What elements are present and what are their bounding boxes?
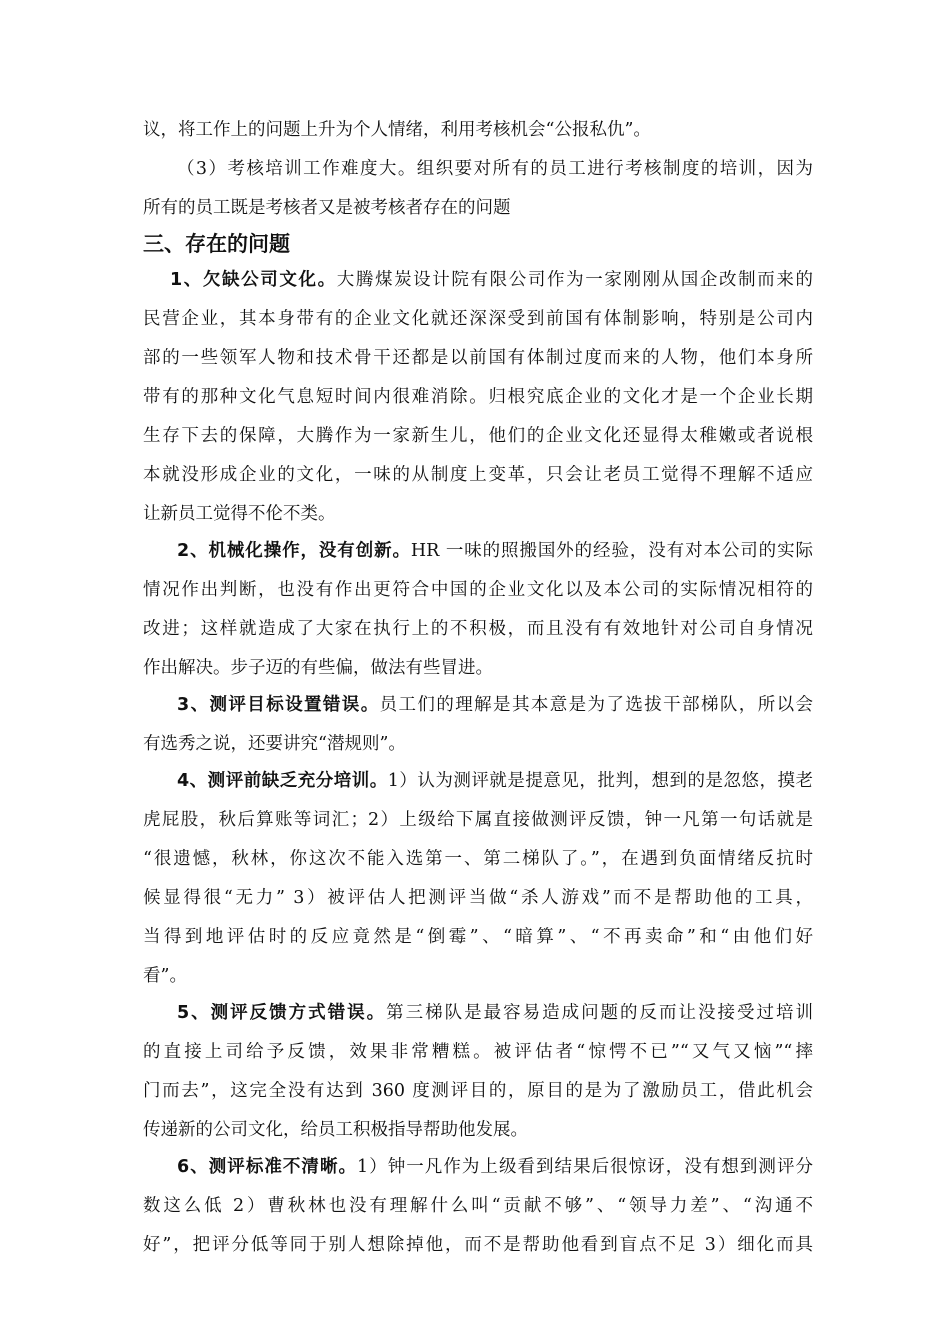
paragraph-first-line: [177, 769, 813, 793]
text-line: 所有的员工既是考核者又是被考核者存在的问题: [143, 198, 511, 218]
paragraph-text: 1）钟一凡作为上级看到结果后很惊讶，没有想到测评分: [357, 1157, 813, 1177]
text-line: 议，将工作上的问题上升为个人情绪，利用考核机会“公报私仇”。: [143, 120, 651, 140]
text-line: 带有的那种文化气息短时间内很难消除。归根究底企业的文化才是一个企业长期: [143, 387, 813, 407]
text-line: 虎屁股，秋后算账等词汇；2）上级给下属直接做测评反馈，钟一凡第一句话就是: [143, 810, 813, 830]
text-line: 让新员工觉得不伦不类。: [143, 504, 336, 524]
text-line: 门而去”，这完全没有达到 360 度测评目的，原目的是为了激励员工，借此机会: [143, 1081, 813, 1101]
text-line: 传递新的公司文化，给员工积极指导帮助他发展。: [143, 1120, 528, 1140]
text-line: 改进；这样就造成了大家在执行上的不积极，而且没有有效地针对公司自身情况: [143, 619, 813, 639]
text-line: “很遗憾，秋林，你这次不能入选第一、第二梯队了。”，在遇到负面情绪反抗时: [143, 849, 813, 869]
paragraph-text: HR 一味的照搬国外的经验，没有对本公司的实际: [410, 541, 813, 561]
text-line: 有选秀之说，还要讲究“潜规则”。: [143, 734, 406, 754]
paragraph-first-line: [177, 1155, 813, 1179]
text-line: 候显得很“无力” 3）被评估人把测评当做“杀人游戏”而不是帮助他的工具，: [143, 888, 813, 908]
paragraph-bold-lead: 3、测评目标设置错误。: [177, 695, 380, 715]
text-line: 当得到地评估时的反应竟然是“倒霉”、“暗算”、“不再卖命”和“由他们好: [143, 927, 813, 947]
paragraph-first-line: [170, 268, 813, 292]
text-line: 好”，把评分低等同于别人想除掉他，而不是帮助他看到盲点不足 3）细化而具: [143, 1235, 813, 1255]
text-line: 数这么低 2）曹秋林也没有理解什么叫“贡献不够”、“领导力差”、“沟通不: [143, 1196, 813, 1216]
paragraph-first-line: [177, 1001, 813, 1025]
text-line: 看”。: [143, 966, 187, 986]
text-line: 的直接上司给予反馈，效果非常糟糕。被评估者“惊愕不已”“又气又恼”“摔: [143, 1042, 813, 1062]
text-line: 本就没形成企业的文化，一味的从制度上变革，只会让老员工觉得不理解不适应: [143, 465, 813, 485]
paragraph-text: 大腾煤炭设计院有限公司作为一家刚刚从国企改制而来的: [336, 270, 813, 290]
text-line: 民营企业，其本身带有的企业文化就还深深受到前国有体制影响，特别是公司内: [143, 309, 813, 329]
paragraph-bold-lead: 5、测评反馈方式错误。: [177, 1003, 387, 1023]
paragraph-text: 员工们的理解是其本意是为了选拔干部梯队，所以会: [379, 695, 813, 715]
text-line: （3）考核培训工作难度大。组织要对所有的员工进行考核制度的培训，因为: [177, 159, 813, 179]
paragraph-bold-lead: 6、测评标准不清晰。: [177, 1157, 358, 1177]
paragraph-text: 1）认为测评就是提意见，批判，想到的是忽悠，摸老: [387, 771, 813, 791]
paragraph-first-line: [177, 693, 813, 717]
paragraph-first-line: [177, 539, 813, 563]
paragraph-bold-lead: 4、测评前缺乏充分培训。: [177, 771, 388, 791]
text-line: 情况作出判断，也没有作出更符合中国的企业文化以及本公司的实际情况相符的: [143, 580, 813, 600]
text-line: 部的一些领军人物和技术骨干还都是以前国有体制过度而来的人物，他们本身所: [143, 348, 813, 368]
paragraph-bold-lead: 1、欠缺公司文化。: [170, 270, 337, 290]
paragraph-bold-lead: 2、机械化操作，没有创新。: [177, 541, 411, 561]
text-line: 生存下去的保障，大腾作为一家新生儿，他们的企业文化还显得太稚嫩或者说根: [143, 426, 813, 446]
paragraph-text: 第三梯队是最容易造成问题的反而让没接受过培训: [386, 1003, 814, 1023]
text-line: 作出解决。步子迈的有些偏，做法有些冒进。: [143, 658, 493, 678]
section-heading: 三、存在的问题: [143, 232, 290, 256]
